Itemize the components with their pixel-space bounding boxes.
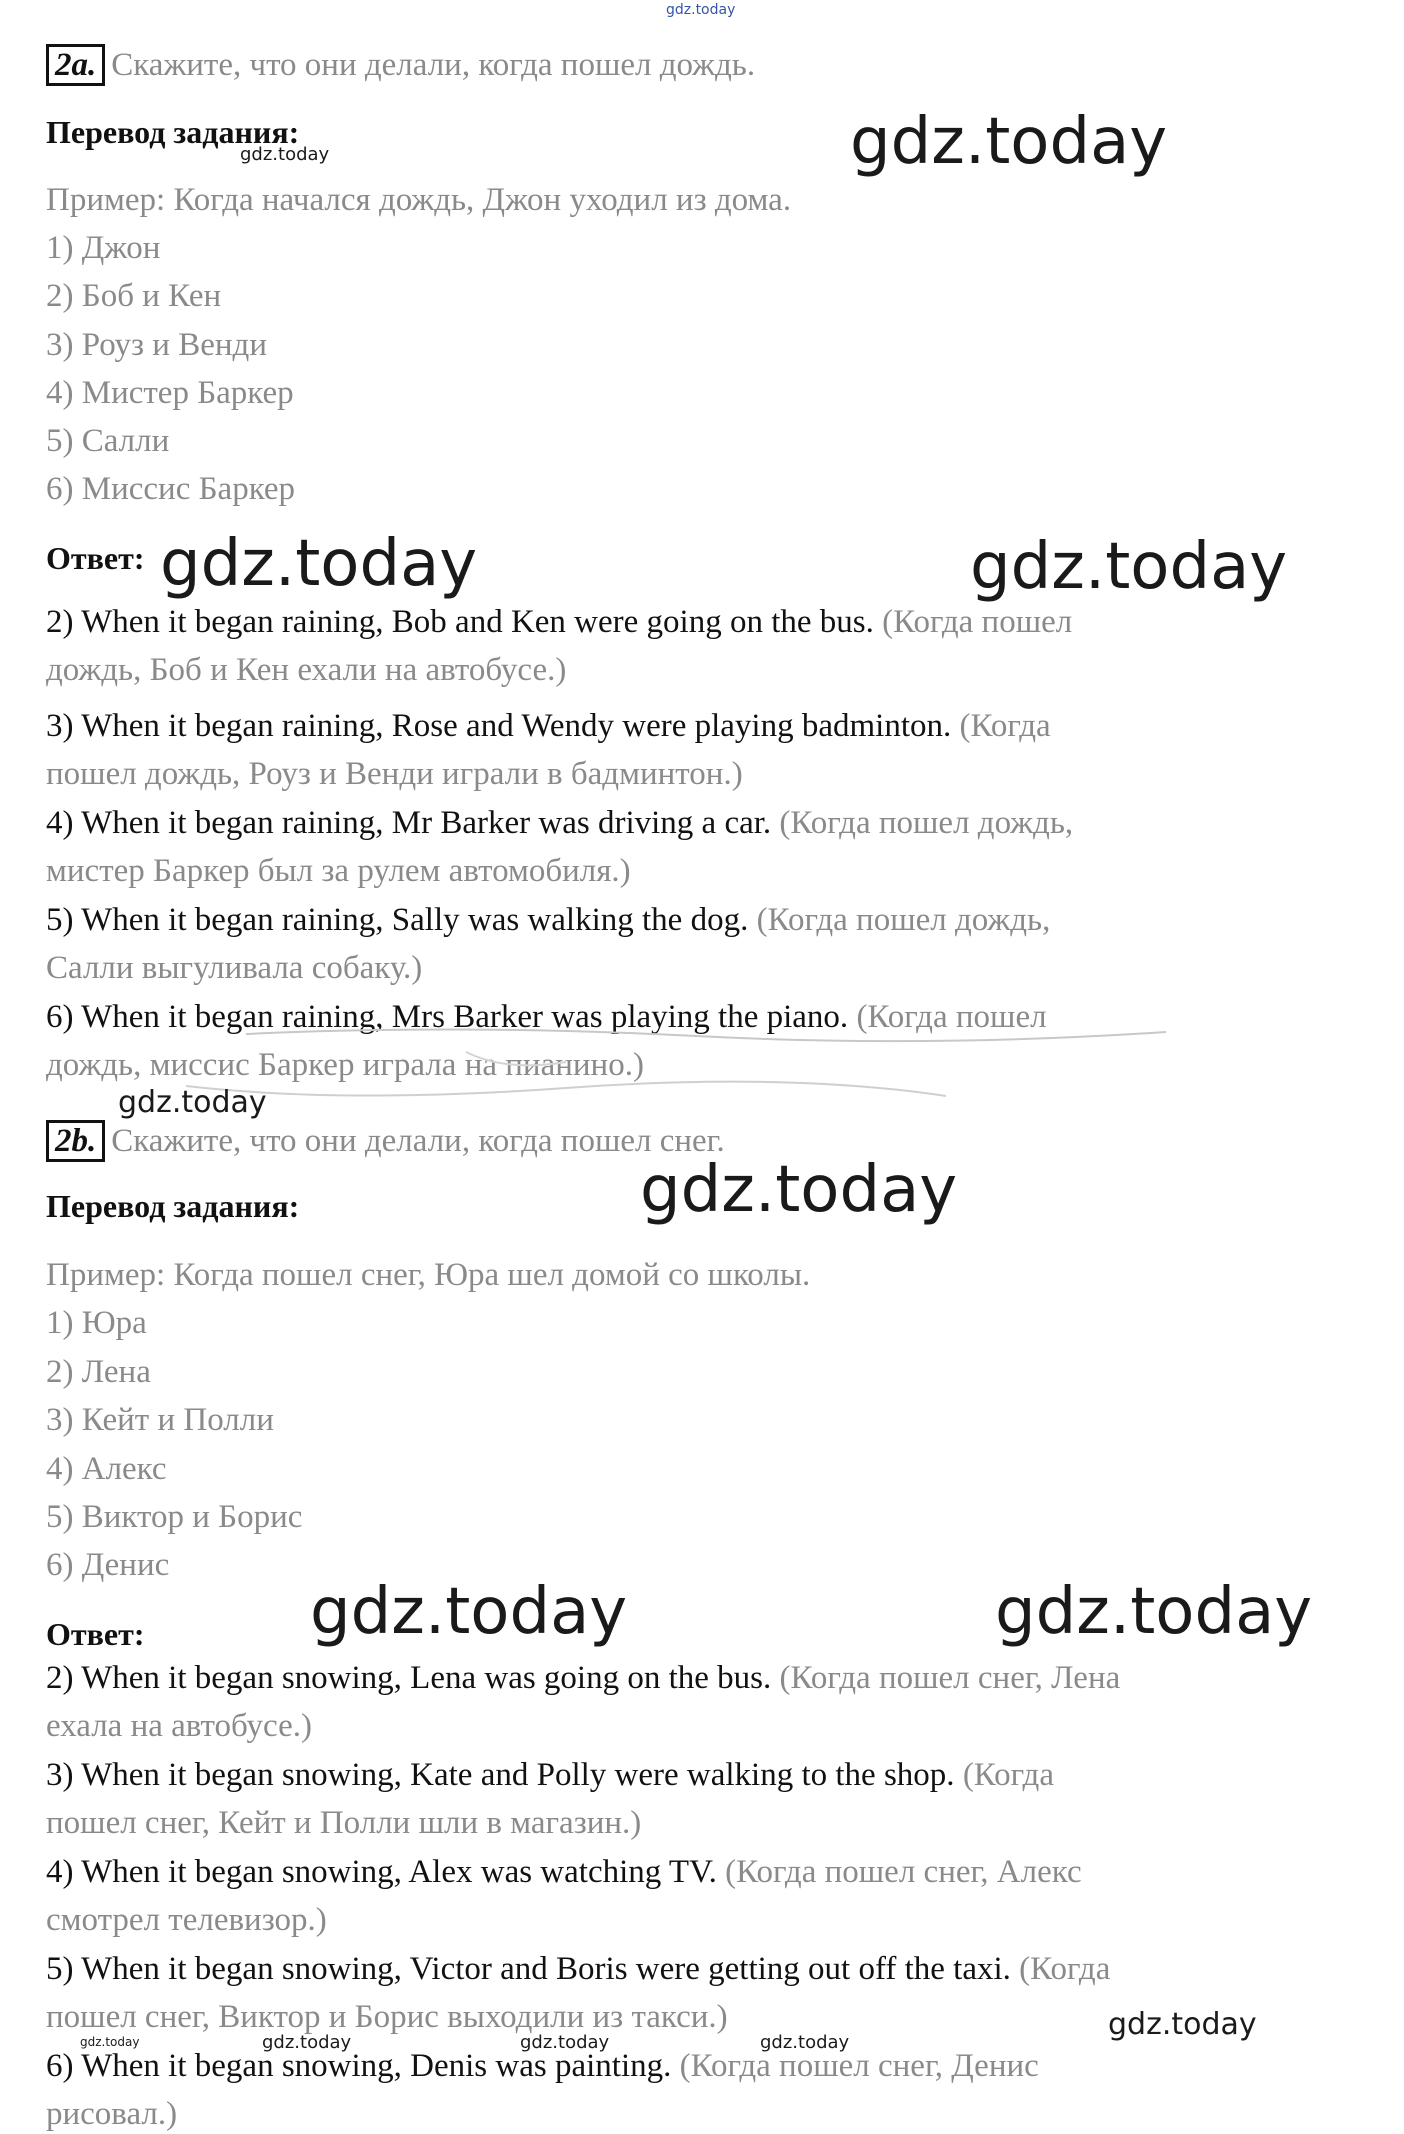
task-2b-text: Скажите, что они делали, когда пошел снег. xyxy=(111,1123,725,1159)
answer-2a-5-line1 xyxy=(46,900,1050,940)
item-2a-3: 3) Роуз и Венди xyxy=(46,327,267,363)
answer-heading-2b: Ответ: xyxy=(46,1616,145,1652)
answer-2b-5-en: 5) When it began snowing, Victor and Boris were getting out off the taxi. xyxy=(46,1951,1011,1987)
item-2b-6: 6) Денис xyxy=(46,1547,170,1583)
answer-2a-6-line1 xyxy=(46,997,1047,1037)
answer-2b-2-line1 xyxy=(46,1658,1120,1698)
item-2b-4: 4) Алекс xyxy=(46,1451,167,1487)
task-number-2a: 2a. xyxy=(46,44,105,86)
answer-2a-3-ru-part2: пошел дождь, Роуз и Венди играли в бадминтон.) xyxy=(46,756,743,792)
task-number-2b: 2b. xyxy=(46,1120,105,1162)
answer-2a-2-ru-part2: дождь, Боб и Кен ехали на автобусе.) xyxy=(46,652,567,688)
answer-2a-5-ru-part1: (Когда пошел дождь, xyxy=(756,902,1051,938)
watermark-8: gdz.today xyxy=(995,1575,1313,1649)
translation-heading-2b: Перевод задания: xyxy=(46,1188,300,1224)
answer-2a-5-en: 5) When it began raining, Sally was walking the dog. xyxy=(46,902,749,938)
answer-2b-5-ru-part1: (Когда xyxy=(1019,1951,1111,1987)
answer-2b-3-ru-part1: (Когда xyxy=(962,1757,1054,1793)
watermark-13: gdz.today xyxy=(760,2032,850,2053)
watermark-9: gdz.today xyxy=(1108,2007,1257,2042)
watermark-top: gdz.today xyxy=(666,2,736,18)
watermark-11: gdz.today xyxy=(262,2032,352,2053)
item-2b-2: 2) Лена xyxy=(46,1354,151,1390)
answer-2a-6-ru-part2: дождь, миссис Баркер играла на пианино.) xyxy=(46,1047,644,1083)
watermark-5: gdz.today xyxy=(118,1085,267,1120)
translation-heading-2a: Перевод задания: xyxy=(46,114,300,150)
answer-2a-3-ru-part1: (Когда xyxy=(959,708,1051,744)
answer-heading-2a: Ответ: xyxy=(46,540,145,576)
watermark-7: gdz.today xyxy=(310,1575,628,1649)
answer-2a-4-ru-part2: мистер Баркер был за рулем автомобиля.) xyxy=(46,853,631,889)
watermark-1: gdz.today xyxy=(850,105,1168,179)
watermark-12: gdz.today xyxy=(520,2032,610,2053)
task-2a-text: Скажите, что они делали, когда пошел дождь. xyxy=(111,47,756,83)
watermark-4: gdz.today xyxy=(970,530,1288,604)
answer-2b-4-line1 xyxy=(46,1852,1082,1892)
answer-2b-4-ru-part2: смотрел телевизор.) xyxy=(46,1902,327,1938)
item-2a-5: 5) Салли xyxy=(46,423,170,459)
item-2b-3: 3) Кейт и Полли xyxy=(46,1402,274,1438)
item-2b-5: 5) Виктор и Борис xyxy=(46,1499,303,1535)
example-2b: Пример: Когда пошел снег, Юра шел домой со школы. xyxy=(46,1257,811,1293)
answer-2b-2-ru-part1: (Когда пошел снег, Лена xyxy=(779,1660,1121,1696)
answer-2a-4-line1 xyxy=(46,803,1073,843)
answer-2a-4-en: 4) When it began raining, Mr Barker was driving a car. xyxy=(46,805,772,841)
answer-2a-4-ru-part1: (Когда пошел дождь, xyxy=(779,805,1074,841)
answer-2a-6-ru-part1: (Когда пошел xyxy=(856,999,1047,1035)
answer-2b-5-ru-part2: пошел снег, Виктор и Борис выходили из такси.) xyxy=(46,1999,728,2035)
answer-2b-4-ru-part1: (Когда пошел снег, Алекс xyxy=(725,1854,1082,1890)
item-2a-1: 1) Джон xyxy=(46,230,161,266)
answer-2a-3-line1 xyxy=(46,706,1051,746)
watermark-10: gdz.today xyxy=(80,2035,140,2049)
item-2a-4: 4) Мистер Баркер xyxy=(46,375,294,411)
item-2a-6: 6) Миссис Баркер xyxy=(46,471,296,507)
answer-2b-6-ru-part2: рисовал.) xyxy=(46,2096,178,2132)
item-2a-2: 2) Боб и Кен xyxy=(46,278,222,314)
answer-2b-2-ru-part2: ехала на автобусе.) xyxy=(46,1708,312,1744)
watermark-2: gdz.today xyxy=(240,144,330,165)
answer-2b-5-line1 xyxy=(46,1949,1110,1989)
answer-2b-2-en: 2) When it began snowing, Lena was going on the bus. xyxy=(46,1660,772,1696)
answer-2a-2-line1 xyxy=(46,602,1072,642)
answer-2a-2-en: 2) When it began raining, Bob and Ken were going on the bus. xyxy=(46,604,874,640)
answer-2b-6-ru-part1: (Когда пошел снег, Денис xyxy=(679,2048,1039,2084)
answer-2b-3-line1 xyxy=(46,1755,1054,1795)
task-2b-row xyxy=(46,1120,725,1162)
answer-2b-3-ru-part2: пошел снег, Кейт и Полли шли в магазин.) xyxy=(46,1805,642,1841)
task-2a-row xyxy=(46,44,755,86)
answer-2a-5-ru-part2: Салли выгуливала собаку.) xyxy=(46,950,423,986)
watermark-6: gdz.today xyxy=(640,1153,958,1227)
answer-2b-3-en: 3) When it began snowing, Kate and Polly were walking to the shop. xyxy=(46,1757,955,1793)
answer-2a-3-en: 3) When it began raining, Rose and Wendy were playing badminton. xyxy=(46,708,952,744)
answer-2b-6-en: 6) When it began snowing, Denis was painting. xyxy=(46,2048,672,2084)
item-2b-1: 1) Юра xyxy=(46,1305,147,1341)
watermark-3: gdz.today xyxy=(160,527,478,601)
answer-2a-2-ru-part1: (Когда пошел xyxy=(882,604,1073,640)
example-2a: Пример: Когда начался дождь, Джон уходил из дома. xyxy=(46,182,792,218)
answer-2a-6-en: 6) When it began raining, Mrs Barker was playing the piano. xyxy=(46,999,849,1035)
answer-2b-4-en: 4) When it began snowing, Alex was watching TV. xyxy=(46,1854,717,1890)
